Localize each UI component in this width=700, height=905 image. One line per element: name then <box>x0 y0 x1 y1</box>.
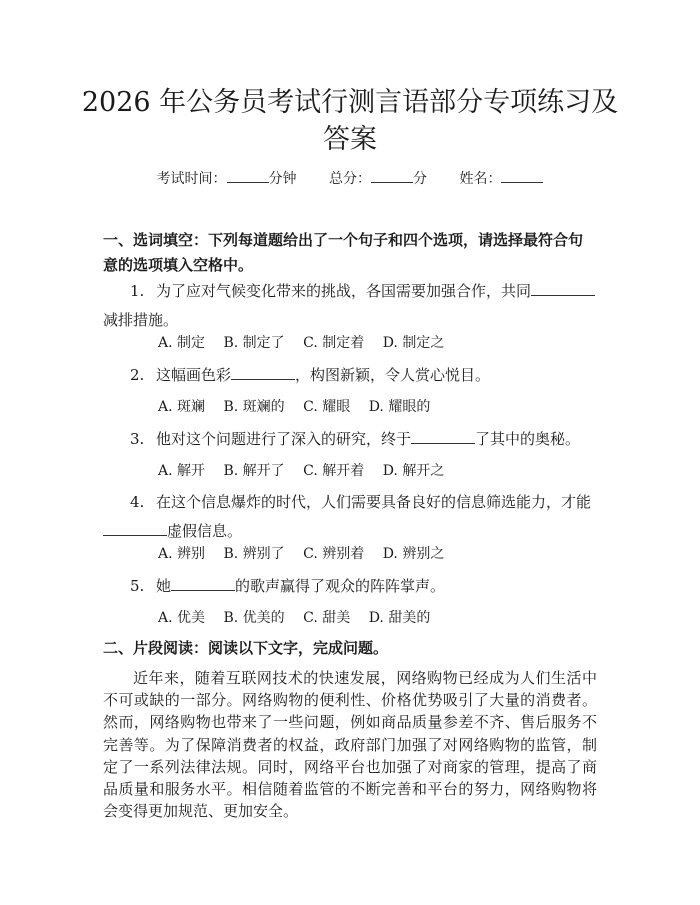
question-4-options <box>158 544 458 564</box>
answer-blank <box>103 519 167 536</box>
question-3 <box>103 425 595 454</box>
option-c: C. 甜美 <box>303 610 351 626</box>
question-text-before: 这幅画色彩 <box>156 366 232 384</box>
section-1-heading: 一、选词填空：下列每道题给出了一个句子和四个选项，请选择最符合句意的选项填入空格中。 <box>103 231 584 274</box>
score-unit: 分 <box>413 171 427 187</box>
option-d: D. 制定之 <box>382 335 445 351</box>
option-a: A. 斑斓 <box>158 399 206 415</box>
question-number: 1. <box>130 282 145 300</box>
question-text-after: 了其中的奥秘。 <box>475 430 581 448</box>
question-1-options <box>158 333 458 353</box>
name-blank <box>501 168 543 183</box>
question-text-after: 减排措施。 <box>103 311 179 329</box>
question-5 <box>103 572 595 601</box>
exam-time-blank <box>227 168 269 183</box>
question-text-before: 为了应对气候变化带来的挑战，各国需要加强合作，共同 <box>156 282 532 300</box>
exam-time-label: 考试时间： <box>156 171 227 187</box>
option-c: C. 耀眼 <box>303 399 351 415</box>
question-text-after: 虚假信息。 <box>167 522 243 540</box>
question-2 <box>103 361 595 390</box>
answer-blank <box>171 574 235 591</box>
question-text-before: 他对这个问题进行了深入的研究，终于 <box>156 430 412 448</box>
section-2-heading: 二、片段阅读：阅读以下文字，完成问题。 <box>103 639 389 657</box>
exam-time-field <box>157 168 297 189</box>
answer-blank <box>231 363 295 380</box>
option-c: C. 辨别着 <box>303 546 365 562</box>
exam-time-unit: 分钟 <box>268 171 297 187</box>
answer-blank <box>411 427 475 444</box>
question-text-after: ，构图新颖，令人赏心悦目。 <box>295 366 491 384</box>
question-text-before: 在这个信息爆炸的时代，人们需要具备良好的信息筛选能力，才能 <box>156 493 592 511</box>
question-5-options <box>158 608 444 628</box>
question-1 <box>103 277 595 335</box>
question-3-options <box>158 461 458 481</box>
option-b: B. 优美的 <box>223 610 285 626</box>
name-label: 姓名： <box>459 171 502 187</box>
reading-passage: 近年来，随着互联网技术的快速发展，网络购物已经成为人们生活中不可或缺的一部分。网络购物的便利性、价格优势吸引了大量的消费者。然而，网络购物也带来了一些问题，例如商品质量参差不齐、售后服务不完善等。为了保障消费者的权益，政府部门加强了对网络购物的监管，制定了一系列法律法规。同时，网络平台也加强了对商家的管理，提高了商品质量和服务水平。相信随着监管的不断完善和平台的努力，网络购物将会变得更加规范、更加安全。 <box>103 669 597 821</box>
page-title-line-2: 答案 <box>323 124 377 155</box>
score-field <box>329 168 427 189</box>
option-d: D. 耀眼的 <box>368 399 431 415</box>
option-a: A. 解开 <box>158 463 206 479</box>
option-c: C. 制定着 <box>303 335 365 351</box>
question-text-before: 她 <box>156 577 172 595</box>
page-title-line-1: 2026 年公务员考试行测言语部分专项练习及 <box>81 87 619 118</box>
option-b: B. 制定了 <box>223 335 285 351</box>
option-b: B. 解开了 <box>223 463 285 479</box>
answer-blank <box>531 279 595 296</box>
question-number: 4. <box>130 493 145 511</box>
option-d: D. 甜美的 <box>368 610 431 626</box>
question-4 <box>103 488 595 546</box>
option-d: D. 解开之 <box>382 463 445 479</box>
score-label: 总分： <box>329 171 371 187</box>
name-field <box>459 168 543 189</box>
question-number: 2. <box>130 366 145 384</box>
option-b: B. 辨别了 <box>223 546 285 562</box>
option-c: C. 解开着 <box>303 463 365 479</box>
option-d: D. 辨别之 <box>382 546 445 562</box>
exam-meta <box>0 168 700 189</box>
option-a: A. 制定 <box>158 335 206 351</box>
question-2-options <box>158 397 444 417</box>
question-text-after: 的歌声赢得了观众的阵阵掌声。 <box>235 577 446 595</box>
question-number: 3. <box>130 430 145 448</box>
score-blank <box>371 168 413 183</box>
option-b: B. 斑斓的 <box>223 399 285 415</box>
question-number: 5. <box>130 577 145 595</box>
option-a: A. 辨别 <box>158 546 206 562</box>
option-a: A. 优美 <box>158 610 206 626</box>
